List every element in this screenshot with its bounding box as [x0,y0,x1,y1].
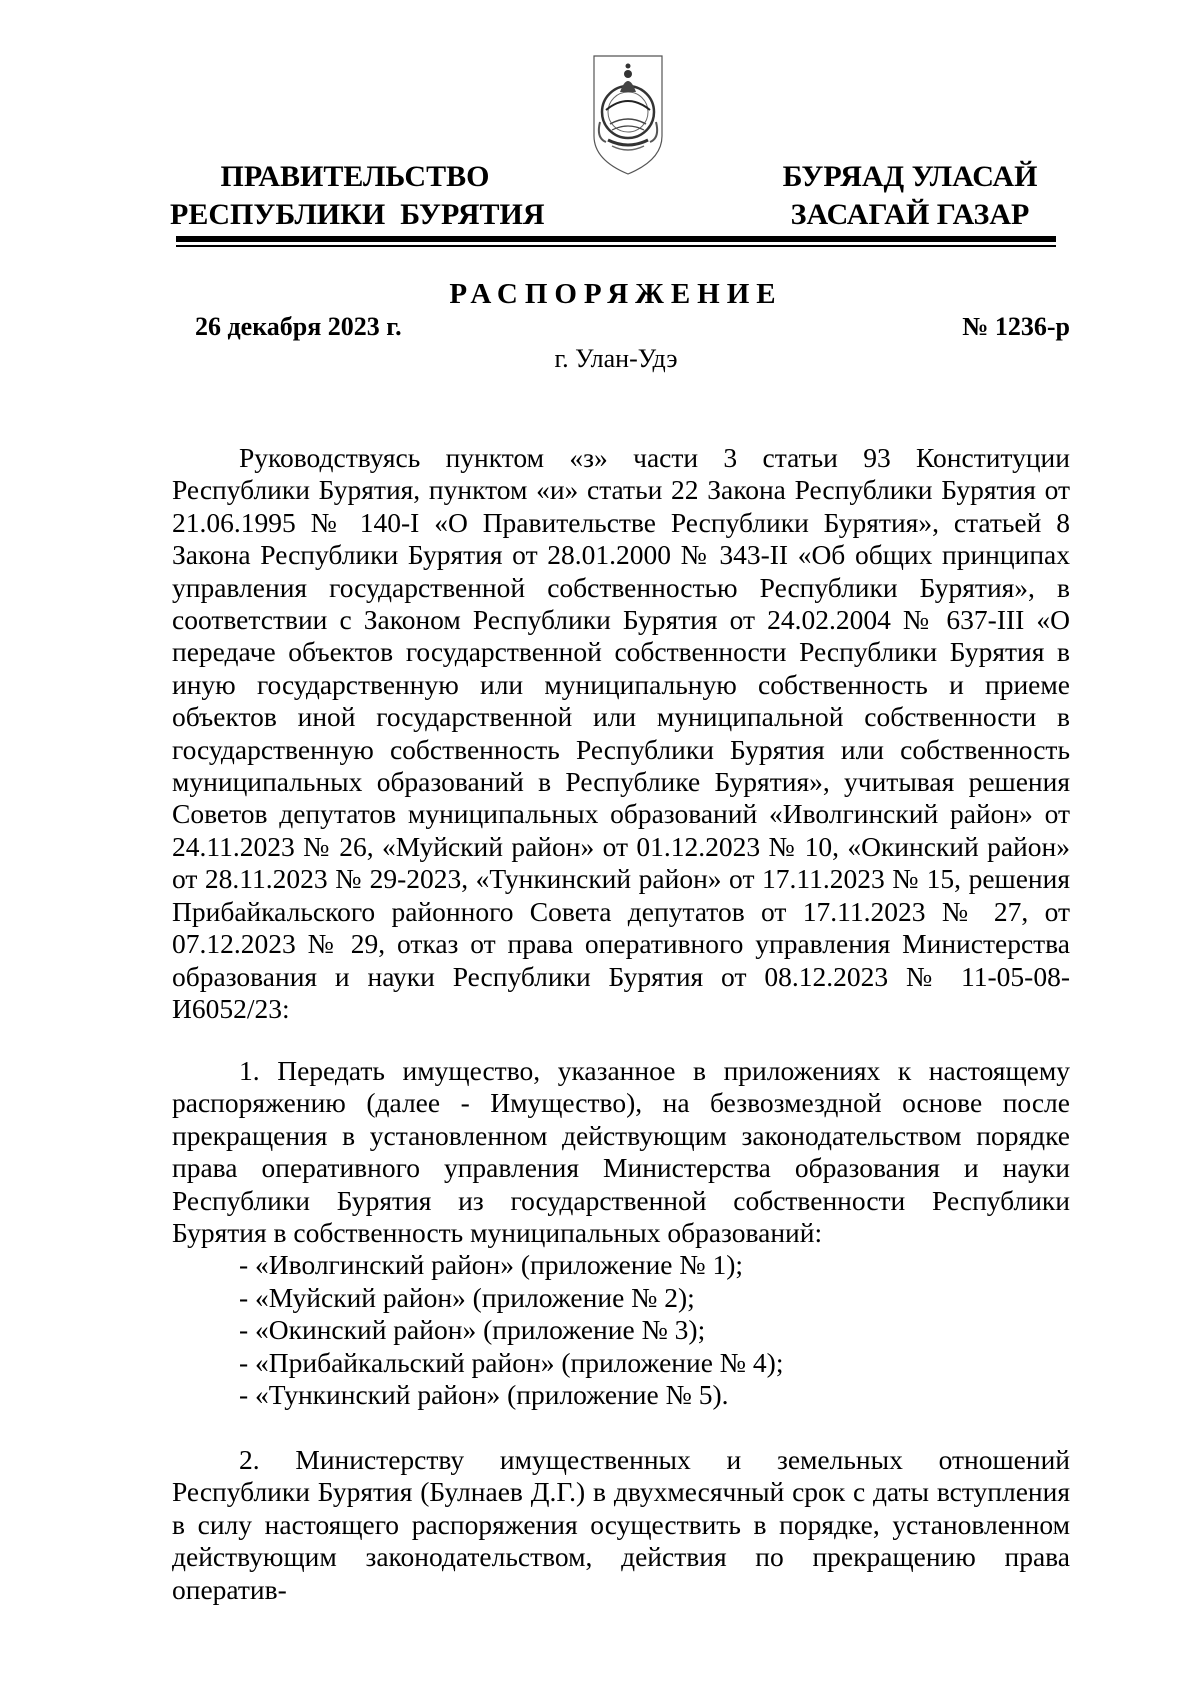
government-name-buryat-line2: ЗАСАГАЙ ГАЗАР [790,198,1030,231]
municipality-list [172,1249,1070,1411]
header-divider-thick [176,236,1056,242]
government-name-buryat-line1: БУРЯАД УЛАСАЙ [782,160,1038,193]
list-item: - «Муйский район» (приложение № 2); [239,1281,695,1313]
item-1-paragraph: 1. Передать имущество, указанное в приложениях к настоящему распоряжению (далее - Имущество), на безвозмездной основе после прекращения в установленном действующим законодательством порядке права оперативного управления Министерства образования и науки Республики Бурятия из государственной собственности Республики Бурятия в собственность муниципальных образований: [172,1055,1070,1249]
government-name-buryat [760,158,1060,234]
item-2-block [172,1444,1070,1606]
header-divider-thin [176,245,1056,247]
government-name-line1: ПРАВИТЕЛЬСТВО [220,160,490,193]
item-1-block [172,1055,1070,1411]
document-date: 26 декабря 2023 г. [195,312,402,341]
government-name-russian [170,158,545,234]
list-item: - «Тункинский район» (приложение № 5). [239,1379,729,1411]
government-name-line2: РЕСПУБЛИКИ БУРЯТИЯ [170,198,545,231]
preamble-paragraph: Руководствуясь пунктом «з» части 3 статьи 93 Конституции Республики Бурятия, пунктом «и» статьи 22 Закона Республики Бурятия от 21.06.1995 № 140-I «О Правительстве Республики Бурятия», статьей 8 Закона Республики Бурятия от 28.01.2000 № 343-II «Об общих принципах управления государственной собственностью Республики Бурятия», в соответствии с Законом Республики Бурятия от 24.02.2004 № 637-III «О передаче объектов государственной собственности Республики Бурятия в иную государственную или муниципальную собственность и приеме объектов иной государственной или муниципальной собственности в государственную собственность Республики Бурятия или собственность муниципальных образований в Республике Бурятия», учитывая решения Советов депутатов муниципальных образований «Иволгинский район» от 24.11.2023 № 26, «Муйский район» от 01.12.2023 № 10, «Окинский район» от 28.11.2023 № 29-2023, «Тункинский район» от 17.11.2023 № 15, решения Прибайкальского районного Совета депутатов от 17.11.2023 № 27, от 07.12.2023 № 29, отказ от права оперативного управления Министерства образования и науки Республики Бурятия от 08.12.2023 № 11-05-08-И6052/23: [172,442,1070,1024]
coat-of-arms-icon [590,52,666,178]
document-number: № 1236-р [962,312,1070,341]
list-item: - «Окинский район» (приложение № 3); [239,1314,706,1346]
item-2-paragraph: 2. Министерству имущественных и земельных отношений Республики Бурятия (Булнаев Д.Г.) в двухмесячный срок с даты вступления в силу настоящего распоряжения осуществить в порядке, установленном действующим законодательством, действия по прекращению права оператив- [172,1444,1070,1605]
list-item: - «Прибайкальский район» (приложение № 4); [239,1346,784,1378]
preamble-block [172,442,1070,1025]
document-title: РАСПОРЯЖЕНИЕ [449,278,783,310]
list-item: - «Иволгинский район» (приложение № 1); [239,1249,744,1281]
document-city: г. Улан-Удэ [554,344,678,373]
